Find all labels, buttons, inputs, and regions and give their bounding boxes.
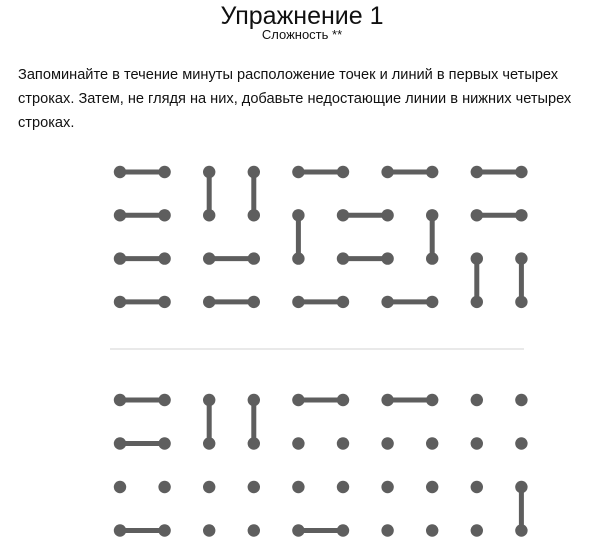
grid-dot <box>471 252 483 264</box>
grid-dot <box>471 437 483 449</box>
grid-dot <box>203 437 215 449</box>
grid-dot <box>515 296 527 308</box>
grid-dot <box>337 524 349 536</box>
grid-dot <box>337 296 349 308</box>
grid-dot <box>114 394 126 406</box>
grid-dot <box>337 209 349 221</box>
grid-dot <box>426 481 438 493</box>
grid-dot <box>471 481 483 493</box>
grid-dot <box>292 252 304 264</box>
grid-dot <box>248 252 260 264</box>
grid-dot <box>292 437 304 449</box>
grid-dot <box>203 394 215 406</box>
grid-dot <box>515 209 527 221</box>
grid-dot <box>292 209 304 221</box>
grid-dot <box>203 252 215 264</box>
grid-dot <box>292 481 304 493</box>
grid-dot <box>426 166 438 178</box>
grid-dot <box>471 166 483 178</box>
grid-dot <box>203 166 215 178</box>
grid-dot <box>248 166 260 178</box>
grid-dot <box>114 252 126 264</box>
grid-dot <box>114 481 126 493</box>
grid-dot <box>471 394 483 406</box>
grid-dot <box>292 394 304 406</box>
grid-dot <box>203 296 215 308</box>
grid-dot <box>114 524 126 536</box>
grid-dot <box>471 296 483 308</box>
grid-dot <box>515 166 527 178</box>
grid-dot <box>114 437 126 449</box>
exercise-title: Упражнение 1 <box>220 2 384 30</box>
grid-dot <box>248 437 260 449</box>
grid-dot <box>203 524 215 536</box>
grid-dot <box>114 296 126 308</box>
grid-dot <box>248 394 260 406</box>
grid-dot <box>158 524 170 536</box>
grid-dot <box>114 209 126 221</box>
grid-dot <box>471 209 483 221</box>
grid-dot <box>381 252 393 264</box>
grid-dot <box>426 209 438 221</box>
grid-dot <box>381 481 393 493</box>
grid-dot <box>337 252 349 264</box>
grid-dot <box>337 166 349 178</box>
grid-dot <box>203 209 215 221</box>
grid-dot <box>158 481 170 493</box>
grid-dot <box>337 437 349 449</box>
difficulty-label: Сложность ** <box>261 27 343 42</box>
grid-dot <box>248 209 260 221</box>
grid-dot <box>381 296 393 308</box>
grid-dot <box>158 437 170 449</box>
grid-dot <box>426 524 438 536</box>
grid-dot <box>337 394 349 406</box>
grid-dot <box>158 166 170 178</box>
memorize-grid <box>114 166 528 308</box>
grid-dot <box>381 166 393 178</box>
grid-dot <box>426 296 438 308</box>
grid-dot <box>381 394 393 406</box>
grid-dot <box>515 437 527 449</box>
grid-dot <box>114 166 126 178</box>
grid-dot <box>337 481 349 493</box>
grid-dot <box>158 209 170 221</box>
grid-dot <box>426 394 438 406</box>
grid-dot <box>515 481 527 493</box>
grid-dot <box>292 524 304 536</box>
grid-dot <box>158 252 170 264</box>
grid-dot <box>248 524 260 536</box>
grid-dot <box>515 252 527 264</box>
grid-dot <box>158 394 170 406</box>
grid-dot <box>426 252 438 264</box>
grid-dot <box>248 296 260 308</box>
grid-dot <box>515 394 527 406</box>
grid-dot <box>203 481 215 493</box>
grid-dot <box>292 296 304 308</box>
grid-dot <box>381 437 393 449</box>
grid-dot <box>158 296 170 308</box>
grid-dot <box>292 166 304 178</box>
instructions-text: Запоминайте в течение минуты расположение точек и линий в первых четырех строках. Затем, не глядя на них, добавьте недостающие линии в нижних четырех строках. <box>18 67 572 131</box>
grid-dot <box>248 481 260 493</box>
grid-dot <box>471 524 483 536</box>
answer-grid <box>114 394 528 537</box>
grid-dot <box>426 437 438 449</box>
grid-dot <box>381 524 393 536</box>
grid-dot <box>515 524 527 536</box>
grid-dot <box>381 209 393 221</box>
